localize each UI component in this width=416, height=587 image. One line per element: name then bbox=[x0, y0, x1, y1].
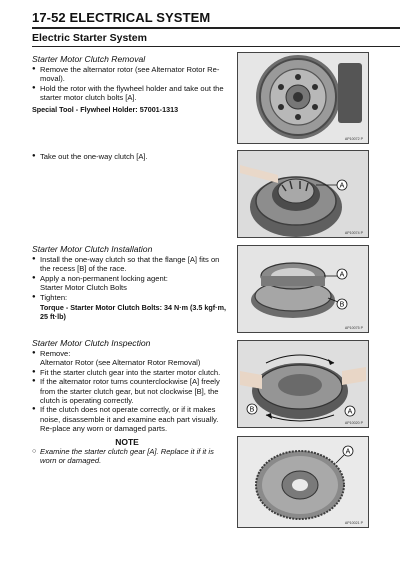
photo-caption: AP10072 P bbox=[344, 137, 363, 141]
photo-rotor-rotation bbox=[237, 340, 369, 428]
note-heading: NOTE bbox=[115, 436, 139, 447]
photo-caption: AP10075 P bbox=[344, 326, 363, 330]
page-header bbox=[32, 10, 400, 47]
callout-a: A bbox=[339, 271, 345, 279]
inspection-section bbox=[32, 338, 232, 466]
starter-clutch-gear-illustration bbox=[238, 437, 368, 527]
installation-step-1: ● Install the one-way clutch so that the flange [A] fits on the recess [B] of the race. bbox=[32, 255, 232, 274]
photo-flange-recess bbox=[237, 245, 369, 333]
note-text: ○ Examine the starter clutch gear [A]. Replace it if it is worn or damaged. bbox=[32, 447, 232, 466]
removal-step-1: ● Remove the alternator rotor (see Alternator Rotor Re-moval). bbox=[32, 65, 232, 84]
installation-title: Starter Motor Clutch Installation bbox=[32, 244, 153, 254]
photo-one-way-clutch bbox=[237, 150, 369, 238]
installation-step-3: ● Tighten: bbox=[32, 293, 232, 302]
photo-caption: AP10074 P bbox=[344, 231, 363, 235]
rotor-rotation-illustration bbox=[238, 341, 368, 427]
inspection-step-1: ● Remove: bbox=[32, 349, 232, 358]
one-way-clutch-illustration bbox=[238, 151, 368, 237]
inspection-step-3: ● If the alternator rotor turns counterclockwise [A] freely from the starter clutch gear, but not clockwise [B], the clutch is operating correctly. bbox=[32, 377, 232, 405]
header-rule bbox=[32, 27, 400, 29]
photo-caption: AP10020 P bbox=[344, 421, 363, 425]
subtitle-rule bbox=[32, 46, 400, 47]
inspection-step-4: ● If the clutch does not operate correctly, or if it makes noise, disassemble it and examine each part visually. Re-place any worn or damaged parts. bbox=[32, 405, 232, 433]
callout-a: A bbox=[347, 408, 353, 416]
section-subtitle: Electric Starter System bbox=[32, 32, 147, 44]
removal-step-3: ● Take out the one-way clutch [A]. bbox=[32, 152, 232, 161]
removal-title: Starter Motor Clutch Removal bbox=[32, 54, 146, 64]
photo-rotor-bolts bbox=[237, 52, 369, 144]
photo-starter-clutch-gear bbox=[237, 436, 369, 528]
photo-caption: AP10021 P bbox=[344, 521, 363, 525]
callout-a: A bbox=[339, 182, 345, 190]
callout-a: A bbox=[345, 448, 351, 456]
removal-section bbox=[32, 54, 232, 114]
torque-spec: Torque - Starter Motor Clutch Bolts: 34 N·m (3.5 kgf·m, 25 ft·lb) bbox=[40, 303, 226, 322]
special-tool-note: Special Tool - Flywheel Holder: 57001-1313 bbox=[32, 104, 179, 114]
rotor-bolts-illustration bbox=[238, 53, 368, 143]
inspection-step-2: ● Fit the starter clutch gear into the starter motor clutch. bbox=[32, 368, 232, 377]
installation-step-2-item: Starter Motor Clutch Bolts bbox=[40, 283, 127, 293]
flange-recess-illustration bbox=[238, 246, 368, 332]
inspection-title: Starter Motor Clutch Inspection bbox=[32, 338, 151, 348]
removal-step-3-block bbox=[32, 152, 232, 161]
callout-b: B bbox=[339, 301, 345, 309]
callout-b: B bbox=[249, 406, 255, 414]
removal-step-2: ● Hold the rotor with the flywheel holder and take out the starter motor clutch bolts [A]. bbox=[32, 84, 232, 103]
page-title: 17-52 ELECTRICAL SYSTEM bbox=[32, 10, 211, 25]
installation-step-2: ● Apply a non-permanent locking agent: bbox=[32, 274, 232, 283]
inspection-step-1-item: Alternator Rotor (see Alternator Rotor Removal) bbox=[40, 358, 201, 368]
installation-section bbox=[32, 244, 232, 322]
